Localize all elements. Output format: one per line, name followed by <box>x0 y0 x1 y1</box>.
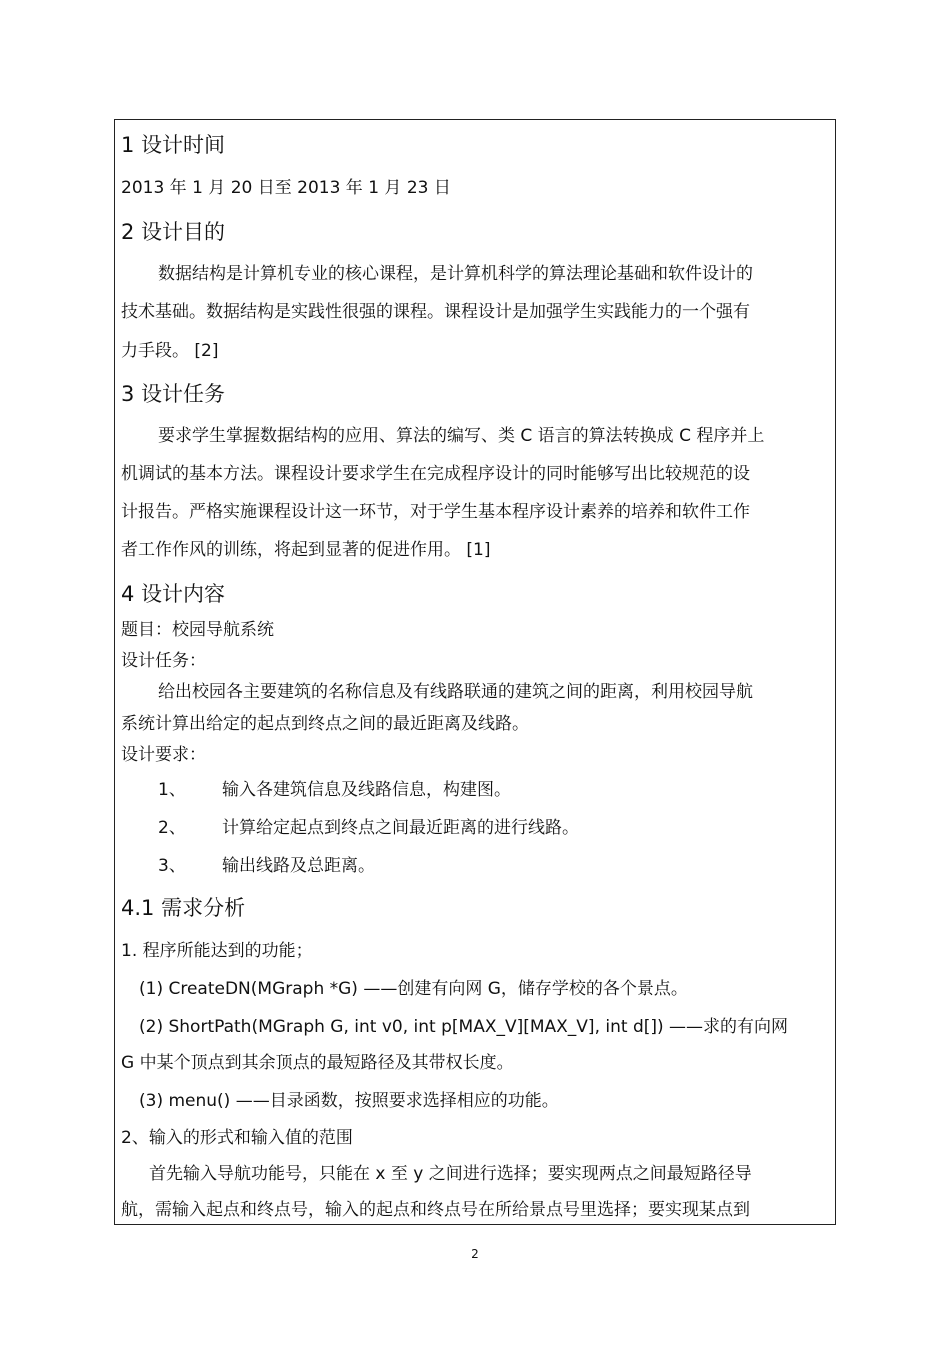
paragraph-line: 要求学生掌握数据结构的应用、算法的编写、类 C 语言的算法转换成 C 程序并上 <box>158 426 765 446</box>
paragraph-line: 系统计算出给定的起点到终点之间的最近距离及线路。 <box>121 714 529 734</box>
paragraph-line: 数据结构是计算机专业的核心课程，是计算机科学的算法理论基础和软件设计的 <box>158 264 753 284</box>
paragraph-line: 机调试的基本方法。课程设计要求学生在完成程序设计的同时能够写出比较规范的设 <box>121 464 750 484</box>
section-2-heading: 2 设计目的 <box>121 220 226 244</box>
list-item-number: 1、 <box>158 780 186 800</box>
paragraph-line: 航，需输入起点和终点号，输入的起点和终点号在所给景点号里选择；要实现某点到 <box>121 1200 750 1220</box>
section-1-heading: 1 设计时间 <box>121 133 226 157</box>
list-item-number: 3、 <box>158 856 186 876</box>
section-4-1-heading: 4.1 需求分析 <box>121 896 246 920</box>
task-label: 设计任务： <box>121 651 206 671</box>
function-line: (1) CreateDN(MGraph *G) ——创建有向网 G，储存学校的各个景点。 <box>139 979 688 999</box>
paragraph-line: 首先输入导航功能号，只能在 x 至 y 之间进行选择；要实现两点之间最短路径导 <box>149 1164 752 1184</box>
list-item: 输出线路及总距离。 <box>222 856 375 876</box>
function-item-heading: 1. 程序所能达到的功能； <box>121 941 313 961</box>
section-4-heading: 4 设计内容 <box>121 582 226 606</box>
page-number: 2 <box>471 1247 479 1261</box>
topic-line: 题目：校园导航系统 <box>121 620 274 640</box>
input-format-heading: 2、输入的形式和输入值的范围 <box>121 1128 353 1148</box>
list-item-number: 2、 <box>158 818 186 838</box>
design-date: 2013 年 1 月 20 日至 2013 年 1 月 23 日 <box>121 178 451 198</box>
function-line: (3) menu() ——目录函数，按照要求选择相应的功能。 <box>139 1091 559 1111</box>
function-line: (2) ShortPath(MGraph G, int v0, int p[MAX_V][MAX_V], int d[]) ——求的有向网 <box>139 1017 789 1037</box>
section-3-heading: 3 设计任务 <box>121 382 226 406</box>
paragraph-line: 技术基础。数据结构是实践性很强的课程。课程设计是加强学生实践能力的一个强有 <box>121 302 750 322</box>
list-item: 计算给定起点到终点之间最近距离的进行线路。 <box>222 818 579 838</box>
paragraph-line: 者工作作风的训练，将起到显著的促进作用。 [1] <box>121 540 491 560</box>
paragraph-line: 给出校园各主要建筑的名称信息及有线路联通的建筑之间的距离，利用校园导航 <box>158 682 753 702</box>
requirements-label: 设计要求： <box>121 745 206 765</box>
paragraph-line: 力手段。 [2] <box>121 341 219 361</box>
paragraph-line: 计报告。严格实施课程设计这一环节，对于学生基本程序设计素养的培养和软件工作 <box>121 502 750 522</box>
function-line: G 中某个顶点到其余顶点的最短路径及其带权长度。 <box>121 1053 514 1073</box>
list-item: 输入各建筑信息及线路信息，构建图。 <box>222 780 511 800</box>
